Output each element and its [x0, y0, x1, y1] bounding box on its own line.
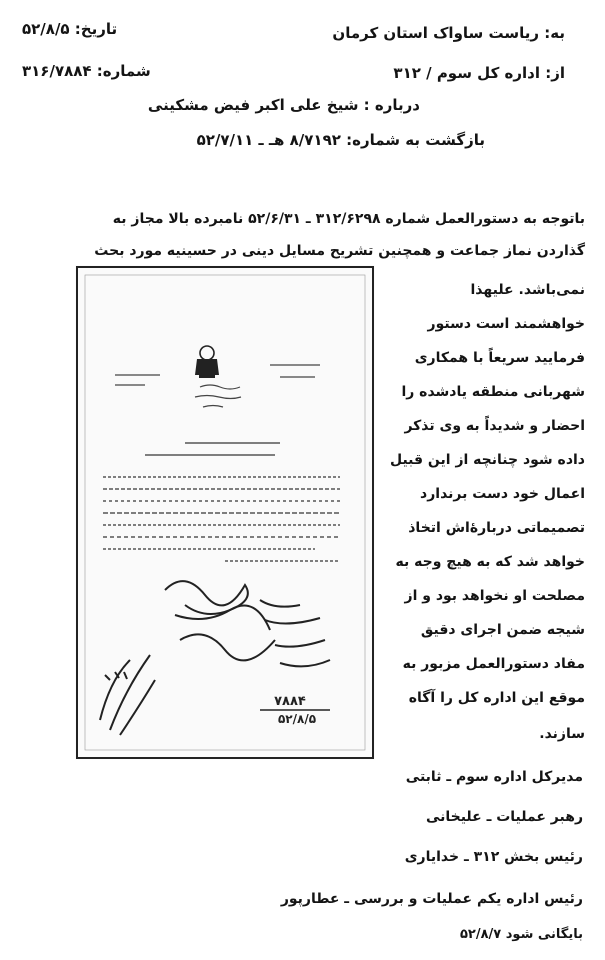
body-line-1: باتوجه به دستورالعمل شماره ۳۱۲/۶۲۹۸ ـ ۵۲/۶/۳۱ نامبرده بالا مجاز به	[112, 211, 585, 227]
body-column-line: مصلحت او نخواهد بود و از	[404, 588, 585, 604]
archive-note: بایگانی شود ۵۲/۸/۷	[459, 927, 583, 942]
signature-line: رهبر عملیات ـ علیخانی	[425, 809, 583, 825]
signature-line: رئیس بخش ۳۱۲ ـ خدایاری	[404, 849, 583, 865]
body-column-line: خواهشمند است دستور	[427, 316, 585, 332]
body-column-line: اعمال خود دست برندارد	[420, 486, 585, 502]
signature-line: رئیس اداره یکم عملیات و بررسی ـ عطارپور	[280, 891, 583, 907]
body-column-line: سازند.	[539, 726, 585, 742]
body-column-line: شیجه ضمن اجرای دقیق	[420, 622, 585, 638]
body-column-line: شهربانی منطقه یادشده را	[401, 384, 585, 400]
sender-line: از: اداره کل سوم / ۳۱۲	[393, 64, 565, 82]
signature-line: مدیرکل اداره سوم ـ ثابتی	[405, 769, 583, 785]
scan-handwritten-number: ۷۸۸۴	[274, 694, 306, 709]
body-line-2: گذاردن نماز جماعت و همچنین تشریح مسایل دینی در حسینیه مورد بحث	[94, 243, 585, 259]
body-column-line: تصمیماتی دربارهٔ‌اش اتخاذ	[408, 520, 585, 536]
subject-line: درباره : شیخ علی اکبر فیض مشکینی	[147, 96, 420, 114]
body-column-line: نمی‌باشد. علیهذا	[470, 282, 585, 298]
body-column-line: موقع این اداره کل را آگاه	[408, 690, 585, 706]
body-column-line: داده شود چنانچه از این قبیل	[389, 452, 585, 468]
date-line: تاریخ: ۵۲/۸/۵	[22, 20, 118, 38]
number-line: شماره: ۳۱۶/۷۸۸۴	[22, 62, 151, 80]
body-column-line: خواهد شد که به هیچ وجه به	[395, 554, 585, 570]
body-column-line: احضار و شدیداً به وی تذکر	[404, 418, 585, 434]
reference-line: بازگشت به شماره: ۸/۷۱۹۲ هـ ـ ۵۲/۷/۱۱	[196, 131, 485, 149]
scan-handwritten-date: ۵۲/۸/۵	[277, 712, 317, 726]
recipient-line: به: ریاست ساواک استان کرمان	[332, 24, 565, 42]
body-column-line: مفاد دستورالعمل مزبور به	[402, 656, 585, 672]
body-column-line: فرمایید سریعاً با همکاری	[414, 350, 585, 366]
scanned-document-image	[75, 265, 375, 760]
